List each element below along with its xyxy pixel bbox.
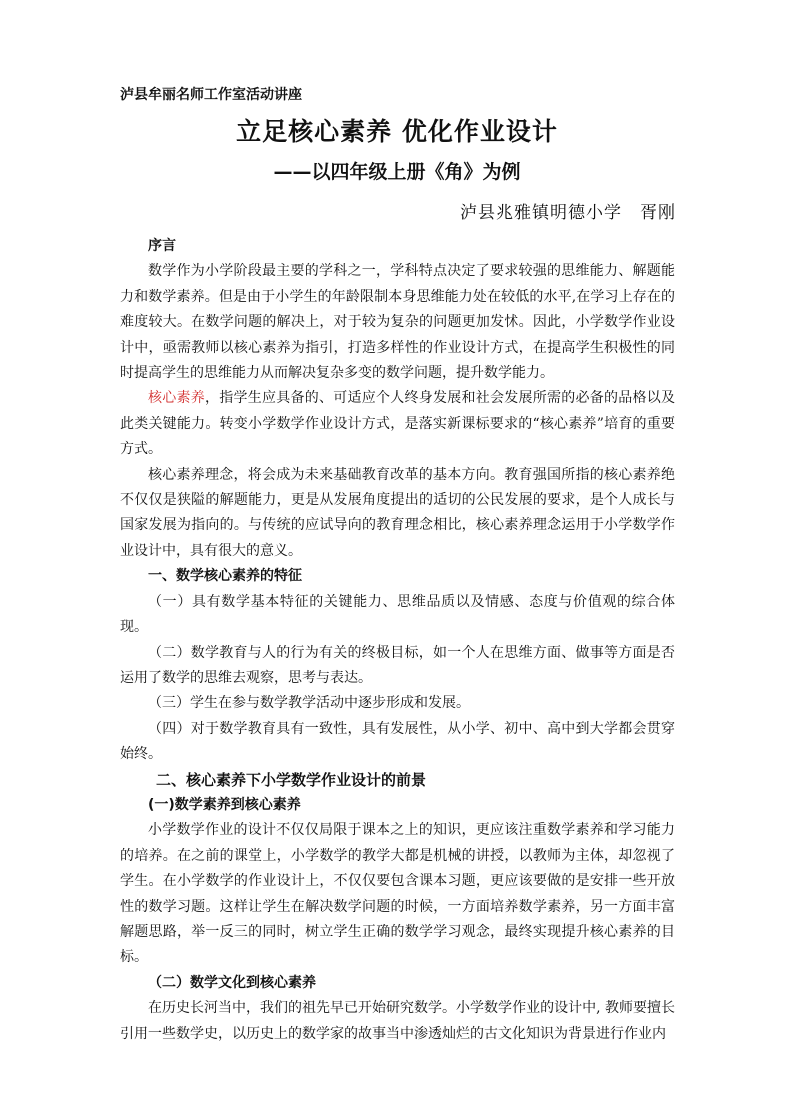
document-body (120, 234, 675, 1047)
section-2-sub-1-paragraph: 小学数学作业的设计不仅仅局限于课本之上的知识，更应该注重数学素养和学习能力的培养。在之前的课堂上，小学数学的教学大都是机械的讲授，以教师为主体，却忽视了学生。在小学数学的作业设计上，不仅仅要包含课本习题，更应该要做的是安排一些开放性的数学习题。这样让学生在解决数学问题的时候，一方面培养数学素养，另一方面丰富解题思路，举一反三的同时，树立学生正确的数学学习观念，最终实现提升核心素养的目标。 (120, 822, 675, 966)
section-2-sub-1-heading: (一)数学素养到核心素养 (148, 796, 301, 813)
core-literacy-term: 核心素养 (148, 390, 205, 407)
section-1-item-3: （三）学生在参与数学教学活动中逐步形成和发展。 (148, 695, 470, 712)
page-subtitle: ——以四年级上册《角》为例 (273, 161, 521, 183)
author-line: 泸县兆雅镇明德小学 胥刚 (460, 203, 676, 223)
section-2-sub-2-heading: （二）数学文化到核心素养 (148, 974, 316, 991)
section-1-item-1: （一）具有数学基本特征的关键能力、思维品质以及情感、态度与价值观的综合体现。 (120, 593, 675, 636)
section-1-item-4: （四）对于数学教育具有一致性，具有发展性，从小学、初中、高中到大学都会贯穿始终。 (120, 720, 675, 763)
section-2-sub-2-paragraph: 在历史长河当中，我们的祖先早已开始研究数学。小学数学作业的设计中, 教师要擅长引用一些数学史，以历史上的数学家的故事当中渗透灿烂的古文化知识为背景进行作业内 (120, 1000, 675, 1042)
section-1-item-2: （二）数学教育与人的行为有关的终极目标，如一个人在思维方面、做事等方面是否运用了数学的思维去观察，思考与表达。 (120, 644, 675, 686)
preface-paragraph-2-text: ，指学生应具备的、可适应个人终身发展和社会发展所需的必备的品格以及此类关键能力。转变小学数学作业设计方式，是落实新课标要求的“核心素养”培育的重要方式。 (120, 390, 675, 458)
preface-paragraph-1: 数学作为小学阶段最主要的学科之一，学科特点决定了要求较强的思维能力、解题能力和数学素养。但是由于小学生的年龄限制本身思维能力处在较低的水平,在学习上存在的难度较大。在数学问题的解决上，对于较为复杂的问题更加发怵。因此，小学数学作业设计中，亟需教师以核心素养为指引，打造多样性的作业设计方式，在提高学生积极性的同时提高学生的思维能力从而解决复杂多变的数学问题，提升数学能力。 (120, 263, 675, 382)
preface-heading: 序言 (148, 238, 176, 254)
section-2-heading: 二、核心素养下小学数学作业设计的前景 (156, 770, 427, 789)
section-1-heading: 一、数学核心素养的特征 (148, 568, 302, 585)
preface-paragraph-2 (120, 386, 675, 462)
studio-name: 泸县牟丽名师工作室活动讲座 (120, 87, 302, 103)
preface-paragraph-3: 核心素养理念，将会成为未来基础教育改革的基本方向。教育强国所指的核心素养绝不仅仅是狭隘的解题能力，更是从发展角度提出的适切的公民发展的要求，是个人成长与国家发展为指向的。与传统的应试导向的教育理念相比，核心素养理念运用于小学数学作业设计中，具有很大的意义。 (120, 466, 675, 559)
page-title: 立足核心素养 优化作业设计 (236, 117, 558, 146)
